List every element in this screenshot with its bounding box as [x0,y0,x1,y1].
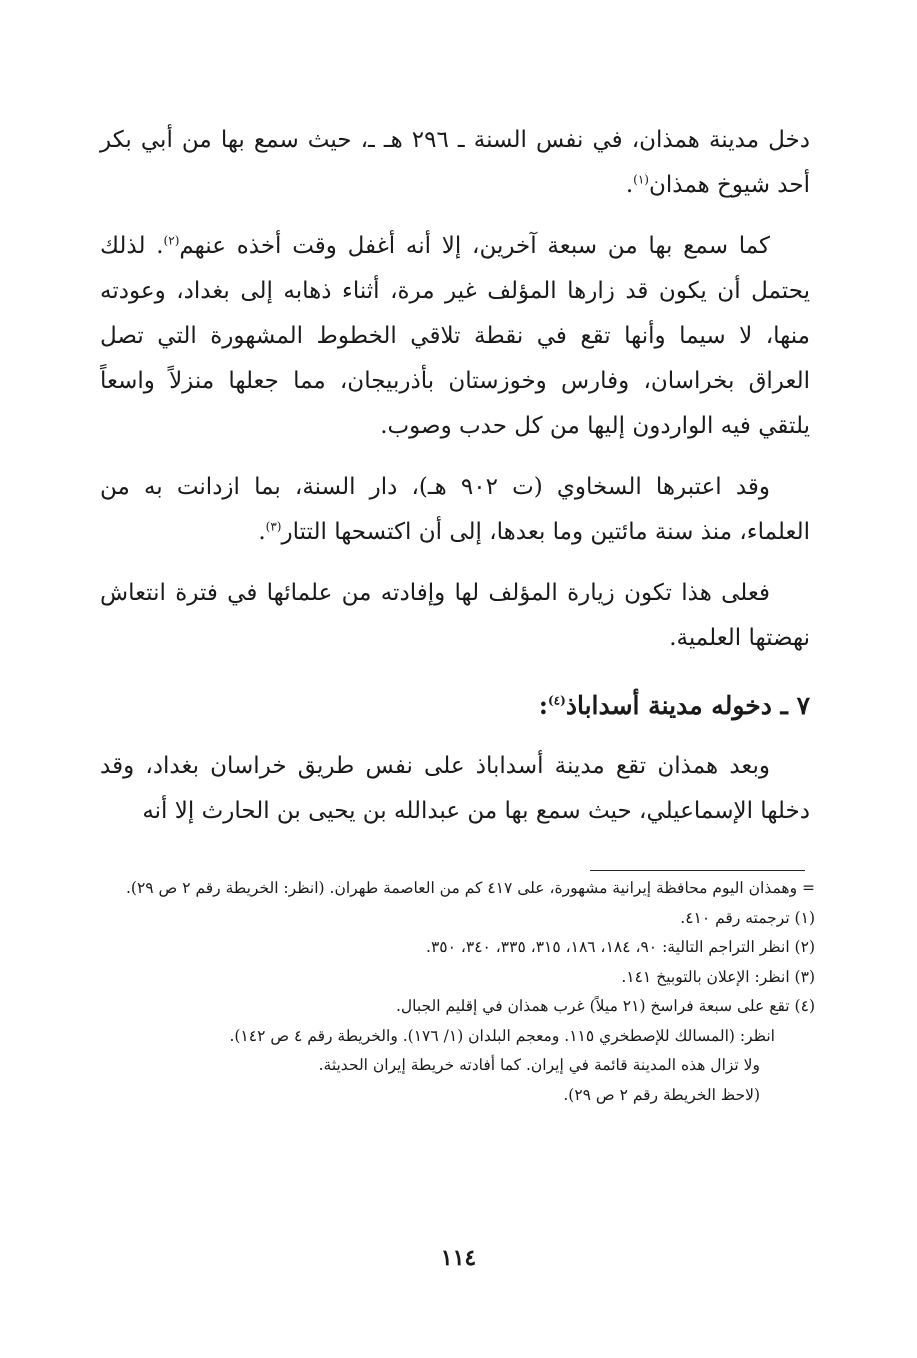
paragraph-other-teachers: كما سمع بها من سبعة آخرين، إلا أنه أغفل وقت أخذه عنهم$^{(٢)}$. لذلك يحتمل أن يكون قد زارها المؤلف غير مرة، أثناء ذهابه إلى بغداد، وعودته منها، لا سيما وأنها تقع في نقطة تلاقي الخطوط المشهورة التي تصل العراق بخراسان، وفارس وخوزستان بأذربيجان، مما جعلها منزلاً واسعاً يلتقي فيه الواردون إليها من كل حدب وصوب. [100,233,810,439]
footnote-ref-3[interactable]: (٣) [265,519,282,534]
footnote-3: (٣) انظر: الإعلان بالتوبيخ ١٤١. [621,967,815,986]
footnote-ref-1[interactable]: (١) [633,172,649,187]
footnote-4: (٤) تقع على سبعة فراسخ (٢١ ميلاً) غرب همذان في إقليم الجبال. [395,997,815,1015]
footnote-continuation: = وهمذان اليوم محافظة إيرانية مشهورة، على ٤١٧ كم من العاصمة طهران. (انظر: الخريطة رقم ٢ ص ٢٩). [125,879,815,897]
footnote-1: (١) ترجمته رقم ٤١٠. [680,908,815,927]
footnote-2: (٢) انظر التراجم التالية: ٩٠، ١٨٤، ١٨٦، ٣١٥، ٣٣٥، ٣٤٠، ٣٥٠. [426,938,815,956]
paragraph-asadabad: وبعد همذان تقع مدينة أسداباذ على نفس طريق خراسان بغداد، وقد دخلها الإسماعيلي، حيث سمع بها من عبدالله بن يحيى بن الحارث إلا أنه [100,753,810,824]
footnote-ref-4[interactable]: (٤) [547,693,566,708]
footnote-4-sources: انظر: (المسالك للإصطخري ١١٥. ومعجم البلدان (١/ ١٧٦). والخريطة رقم ٤ ص ١٤٢). [229,1026,775,1045]
paragraph-hamadan: دخل مدينة همذان، في نفس السنة ـ ٢٩٦ هـ ـ، حيث سمع بها من أبي بكر أحد شيوخ همذان$^{(١)}$. [100,127,810,198]
footnote-separator [590,870,805,871]
footnote-4-map-ref: (لاحظ الخريطة رقم ٢ ص ٢٩). [563,1085,760,1104]
paragraph-conclusion: فعلى هذا تكون زيارة المؤلف لها وإفادته من علمائها في فترة انتعاش نهضتها العلمية. [100,580,810,651]
section-heading: ٧ ـ دخوله مدينة أسداباذ$^{(٤)}$: [538,691,810,720]
page-number: ١١٤ [440,1245,477,1271]
footnote-4-note: ولا تزال هذه المدينة قائمة في إيران. كما أفادته خريطة إيران الحديثة. [318,1056,760,1074]
paragraph-sakhawi: وقد اعتبرها السخاوي (ت ٩٠٢ هـ)، دار السنة، بما ازدانت به من العلماء، منذ سنة مائتين وما بعدها، إلى أن اكتسحها التتار$^{(٣)}$. [100,474,810,545]
footnotes [100,874,815,1110]
main-text [100,118,810,850]
footnote-ref-2[interactable]: (٢) [163,233,180,248]
